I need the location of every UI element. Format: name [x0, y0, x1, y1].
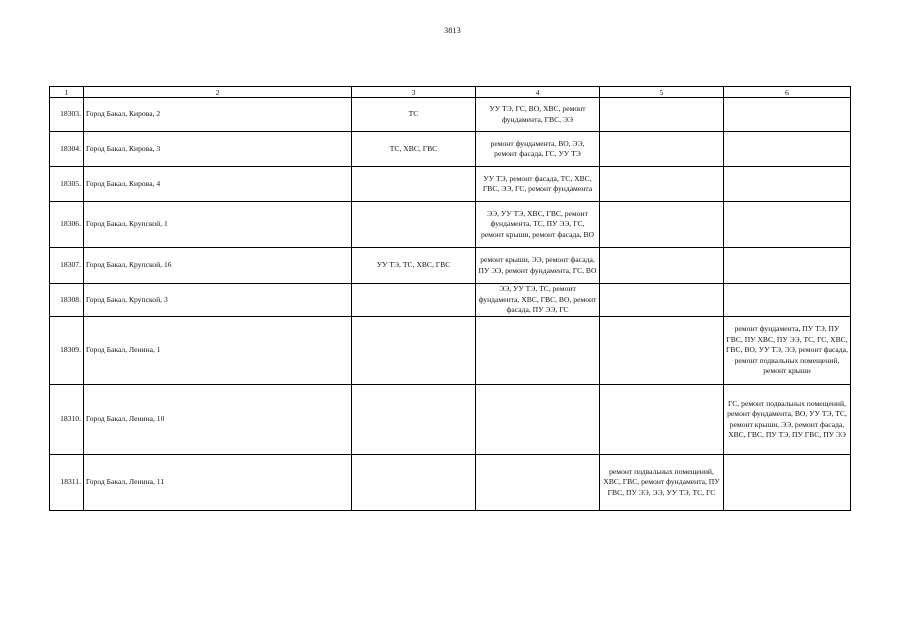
row-col-4 [476, 317, 600, 385]
table-row [50, 98, 851, 132]
row-col-4: УУ ТЭ, ГС, ВО, ХВС, ремонт фундамента, ГВС, ЭЭ [476, 98, 600, 132]
row-col-4: ЭЭ, УУ ТЭ, ХВС, ГВС, ремонт фундамента, ТС, ПУ ЭЭ, ГС, ремонт крыши, ремонт фасада, ВО [476, 202, 600, 248]
row-address: Город Бакал, Крупской, 16 [84, 248, 352, 284]
table-row [50, 202, 851, 248]
row-col-5 [600, 385, 724, 455]
row-address: Город Бакал, Крупской, 3 [84, 284, 352, 317]
row-address: Город Бакал, Ленина, 10 [84, 385, 352, 455]
row-col-6 [724, 284, 851, 317]
row-address: Город Бакал, Крупской, 1 [84, 202, 352, 248]
row-address: Город Бакал, Ленина, 1 [84, 317, 352, 385]
row-col-3 [352, 202, 476, 248]
row-col-4: УУ ТЭ, ремонт фасада, ТС, ХВС, ГВС, ЭЭ, ГС, ремонт фундамента [476, 167, 600, 202]
row-col-4 [476, 385, 600, 455]
header-col-6: 6 [724, 87, 851, 98]
row-col-3 [352, 167, 476, 202]
table-row [50, 248, 851, 284]
header-col-4: 4 [476, 87, 600, 98]
row-number: 18303. [50, 98, 84, 132]
row-col-5 [600, 132, 724, 167]
row-col-6: ГС, ремонт подвальных помещений, ремонт фундамента, ВО, УУ ТЭ, ТС, ремонт крыши, ЭЭ, ремонт фасада, ХВС, ГВС, ПУ ТЭ, ПУ ГВС, ПУ ЭЭ [724, 385, 851, 455]
row-col-3: УУ ТЭ, ТС, ХВС, ГВС [352, 248, 476, 284]
row-col-3 [352, 455, 476, 511]
row-col-4: ЭЭ, УУ ТЭ, ТС, ремонт фундамента, ХВС, ГВС, ВО, ремонт фасада, ПУ ЭЭ, ГС [476, 284, 600, 317]
row-number: 18304. [50, 132, 84, 167]
row-col-6 [724, 202, 851, 248]
header-col-5: 5 [600, 87, 724, 98]
row-col-6 [724, 455, 851, 511]
row-address: Город Бакал, Кирова, 2 [84, 98, 352, 132]
row-col-3 [352, 284, 476, 317]
table-row [50, 455, 851, 511]
row-number: 18307. [50, 248, 84, 284]
row-address: Город Бакал, Ленина, 11 [84, 455, 352, 511]
row-number: 18311. [50, 455, 84, 511]
row-col-3 [352, 385, 476, 455]
row-number: 18306. [50, 202, 84, 248]
table-row [50, 132, 851, 167]
table-row [50, 317, 851, 385]
header-col-2: 2 [84, 87, 352, 98]
row-col-4: ремонт крыши, ЭЭ, ремонт фасада, ПУ ЭЭ, ремонт фундамента, ГС, ВО [476, 248, 600, 284]
row-col-5 [600, 98, 724, 132]
row-col-6: ремонт фундамента, ПУ ТЭ, ПУ ГВС, ПУ ХВС, ПУ ЭЭ, ТС, ГС, ХВС, ГВС, ВО, УУ ТЭ, ЭЭ, ремонт фасада, ремонт подвальных помещений, ремонт крыши [724, 317, 851, 385]
row-number: 18308. [50, 284, 84, 317]
table-row [50, 385, 851, 455]
row-col-5 [600, 202, 724, 248]
table-header-row [50, 87, 851, 98]
row-col-3: ТС [352, 98, 476, 132]
row-col-6 [724, 167, 851, 202]
row-address: Город Бакал, Кирова, 4 [84, 167, 352, 202]
row-col-3 [352, 317, 476, 385]
row-col-5 [600, 248, 724, 284]
row-col-6 [724, 132, 851, 167]
row-col-5 [600, 317, 724, 385]
table-row [50, 167, 851, 202]
row-col-6 [724, 248, 851, 284]
registry-table [49, 86, 851, 511]
row-col-5 [600, 167, 724, 202]
header-col-1: 1 [50, 87, 84, 98]
row-number: 18310. [50, 385, 84, 455]
row-address: Город Бакал, Кирова, 3 [84, 132, 352, 167]
row-col-4: ремонт фундамента, ВО, ЭЭ, ремонт фасада, ГС, УУ ТЭ [476, 132, 600, 167]
header-col-3: 3 [352, 87, 476, 98]
row-col-6 [724, 98, 851, 132]
row-col-3: ТС, ХВС, ГВС [352, 132, 476, 167]
row-number: 18305. [50, 167, 84, 202]
table-row [50, 284, 851, 317]
row-col-5 [600, 284, 724, 317]
row-col-4 [476, 455, 600, 511]
row-col-5: ремонт подвальных помещений, ХВС, ГВС, ремонт фундамента, ПУ ГВС, ПУ ЭЭ, ЭЭ, УУ ТЭ, ТС, ГС [600, 455, 724, 511]
row-number: 18309. [50, 317, 84, 385]
page-number: 3813 [444, 26, 461, 35]
